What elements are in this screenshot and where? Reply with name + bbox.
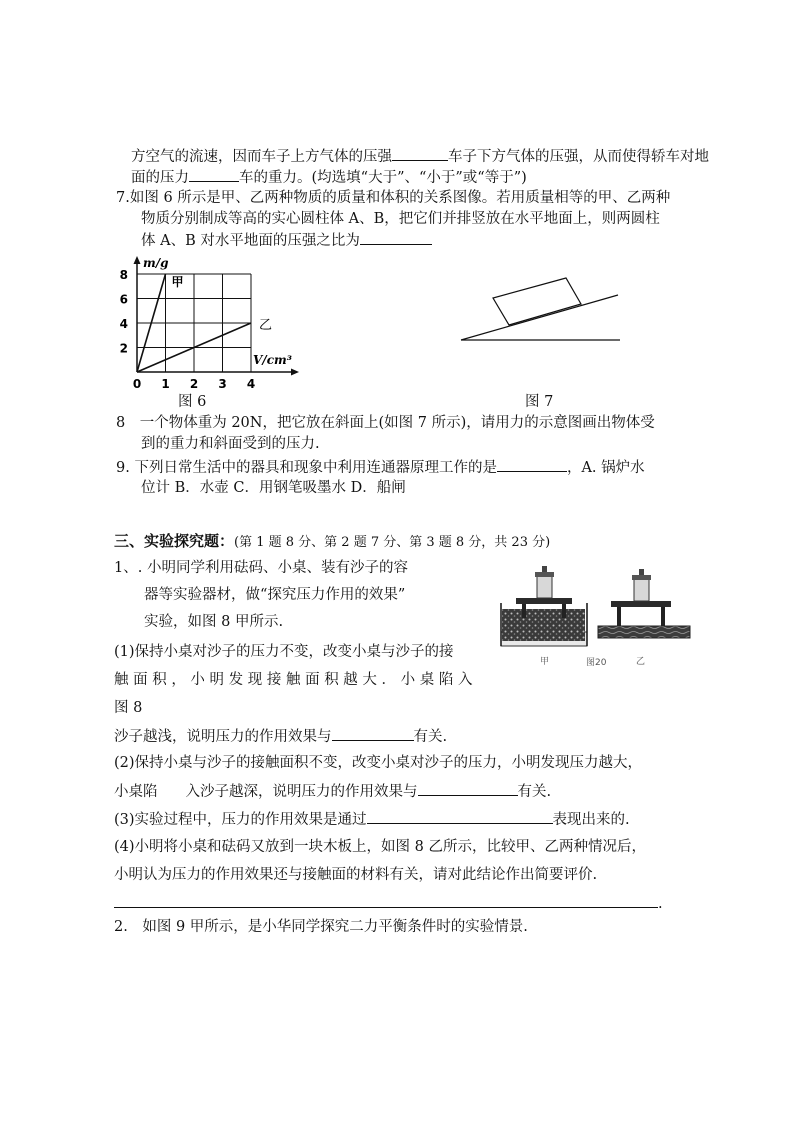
q7-line1: 7.如图 6 所示是甲、乙两种物质的质量和体积的关系图像。若用质量相等的甲、乙两种 <box>116 190 671 206</box>
x-tick-label: 0 <box>132 377 142 391</box>
e1-p2-b <box>114 781 551 802</box>
e1-intro1: 1、. 小明同学利用砝码、小桌、装有沙子的容 <box>114 560 408 576</box>
q8-line1: 8 一个物体重为 20N，把它放在斜面上(如图 7 所示)，请用力的示意图画出物体受 <box>116 415 655 431</box>
figure-7-caption: 图 7 <box>525 394 554 410</box>
table-leg <box>661 607 665 626</box>
answer-blank[interactable] <box>332 726 414 741</box>
e1-text: 有关. <box>413 729 448 745</box>
e1-text: 小桌陷 <box>114 784 158 800</box>
e1-text: 有关. <box>517 784 552 800</box>
weight-hook <box>639 569 644 575</box>
q6-text: 方空气的流速，因而车子上方气体的压强 <box>131 149 392 165</box>
answer-blank[interactable] <box>418 781 518 796</box>
e1-p1-a: (1)保持小桌对沙子的压力不变，改变小桌与沙子的接 <box>114 644 454 660</box>
y-tick-label: 2 <box>119 341 128 356</box>
q9-text: ，A. 锅炉水 <box>566 460 645 476</box>
section-note: (第 1 题 8 分、第 2 题 7 分、第 3 题 8 分，共 23 分) <box>234 535 551 550</box>
e1-text: 入沙子越深，说明压力的作用效果与 <box>185 784 418 800</box>
e1-text: 表现出来的. <box>552 812 630 828</box>
answer-blank[interactable] <box>114 893 658 908</box>
table-top <box>611 601 671 607</box>
e1-text: 沙子越浅，说明压力的作用效果与 <box>114 729 332 745</box>
section-title: 三、实验探究题： <box>114 532 235 550</box>
q6-text: 车的重力。(均选填“大于”、“小于”或“等于”) <box>239 170 527 186</box>
x-tick-label: 2 <box>189 377 199 391</box>
e1-p4-b: 小明认为压力的作用效果还与接触面的材料有关，请对此结论作出简要评价. <box>114 867 598 883</box>
e1-intro3: 实验，如图 8 甲所示. <box>144 614 284 630</box>
figure-8-label-yi: 乙 <box>636 657 646 667</box>
q7-text: 体 A、B 对水平地面的压强之比为 <box>141 233 360 249</box>
q6-text: 车子下方气体的压强，从而使得轿车对地 <box>448 149 709 165</box>
x-tick-label: 4 <box>246 377 256 391</box>
e1-p1-c <box>114 726 447 747</box>
table-leg <box>617 607 621 626</box>
weight <box>634 579 649 601</box>
weight-cap <box>632 575 651 580</box>
q9-text: 9. 下列日常生活中的器具和现象中利用连通器原理工作的是 <box>116 460 497 476</box>
figure-8-label-jia: 甲 <box>540 657 550 667</box>
weight <box>537 576 552 598</box>
y-tick-label: 8 <box>119 268 128 282</box>
figure-6-caption: 图 6 <box>178 394 207 410</box>
table-top <box>516 598 572 604</box>
answer-blank[interactable] <box>367 809 553 824</box>
e1-text: . <box>658 896 663 912</box>
x-tick-label: 1 <box>161 377 170 391</box>
setup-yi <box>598 569 690 638</box>
y-tick-label: 4 <box>119 317 128 331</box>
e1-intro2: 器等实验器材，做“探究压力作用的效果” <box>144 587 406 603</box>
x-axis-label: V/cm³ <box>253 353 292 367</box>
setup-jia <box>501 566 587 646</box>
q9-line2: 位计 B．水壶 C．用钢笔吸墨水 D．船闸 <box>141 480 406 496</box>
series-label-yi: 乙 <box>259 318 273 333</box>
figure-8-caption: 图 8 <box>114 700 143 716</box>
e1-p2-a: (2)保持小桌与沙子的接触面积不变，改变小桌对沙子的压力，小明发现压力越大， <box>114 755 643 771</box>
q6-text: 面的压力 <box>131 170 189 186</box>
q7-line2: 物质分别制成等高的实心圆柱体 A、B，把它们并排竖放在水平地面上，则两圆柱 <box>141 211 660 227</box>
x-tick-label: 3 <box>218 377 227 391</box>
series-label-jia: 甲 <box>171 275 184 289</box>
q8-line2: 到的重力和斜面受到的压力. <box>141 436 320 452</box>
table-leg <box>522 604 526 618</box>
e1-p4-answer <box>114 893 663 914</box>
wooden-board <box>598 626 690 638</box>
e1-text: (3)实验过程中，压力的作用效果是通过 <box>114 812 367 828</box>
e2-line1: 2. 如图 9 甲所示，是小华同学探究二力平衡条件时的实验情景. <box>114 919 528 935</box>
figure-8-label-fig: 图20 <box>586 658 607 668</box>
e1-p4-a: (4)小明将小桌和砝码又放到一块木板上，如图 8 乙所示，比较甲、乙两种情况后， <box>114 839 646 855</box>
y-tick-label: 6 <box>119 292 128 307</box>
sand <box>502 609 585 641</box>
e1-p3 <box>114 809 630 830</box>
e1-p1-b: 触 面 积 ， 小 明 发 现 接 触 面 积 越 大 ． 小 桌 陷 入 <box>114 672 473 688</box>
y-axis-label: m/g <box>143 256 169 270</box>
table-leg <box>562 604 566 618</box>
weight-cap <box>535 572 554 577</box>
weight-hook <box>542 566 547 572</box>
